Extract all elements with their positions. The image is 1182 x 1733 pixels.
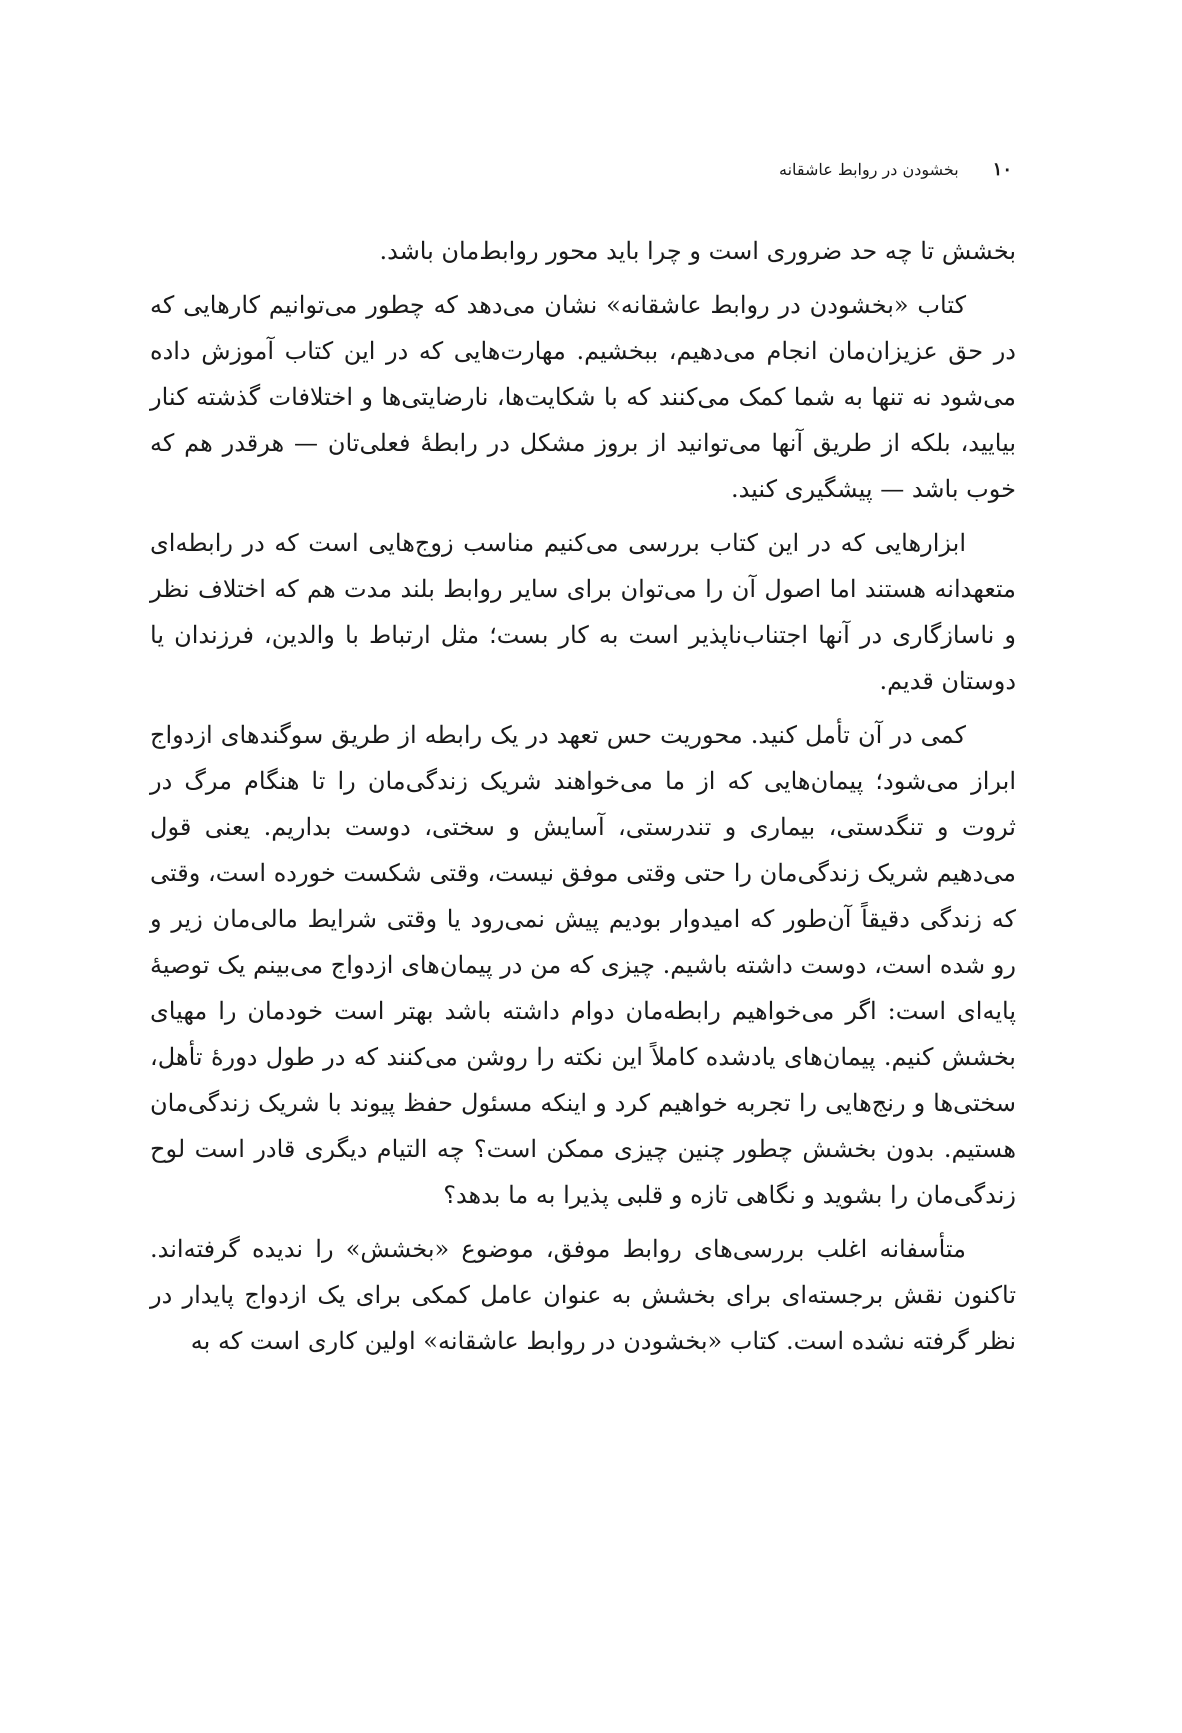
- paragraph: متأسفانه اغلب بررسی‌های روابط موفق، موضوع «بخشش» را ندیده گرفته‌اند. تاکنون نقش برجسته‌ای برای بخشش به عنوان عامل کمکی برای یک ازدواج پایدار در نظر گرفته نشده است. کتاب «بخشودن در روابط عاشقانه» اولین کاری است که به: [150, 1235, 1016, 1355]
- running-head: [150, 158, 1012, 182]
- page-number: ۱۰: [992, 159, 1012, 180]
- paragraph: کمی در آن تأمل کنید. محوریت حس تعهد در یک رابطه از طریق سوگندهای ازدواج ابراز می‌شود؛ پیمان‌هایی که از ما می‌خواهند شریک زندگی‌مان را تا هنگام مرگ در ثروت و تنگدستی، بیماری و تندرستی، آسایش و سختی، دوست بداریم. یعنی قول می‌دهیم شریک زندگی‌مان را حتی وقتی موفق نیست، وقتی شکست خورده است، وقتی که زندگی دقیقاً آن‌طور که امیدوار بودیم پیش نمی‌رود یا وقتی شرایط مالی‌مان زیر و رو شده است، دوست داشته باشیم. چیزی که من در پیمان‌های ازدواج می‌بینم یک توصیهٔ پایه‌ای است: اگر می‌خواهیم رابطه‌مان دوام داشته باشد بهتر است خودمان را مهیای بخشش کنیم. پیمان‌های یادشده کاملاً این نکته را روشن می‌کنند که در طول دورهٔ تأهل، سختی‌ها و رنج‌هایی را تجربه خواهیم کرد و اینکه مسئول حفظ پیوند با شریک زندگی‌مان هستیم. بدون بخشش چطور چنین چیزی ممکن است؟ چه التیام دیگری قادر است لوح زندگی‌مان را بشوید و نگاهی تازه و قلبی پذیرا به ما بدهد؟: [150, 721, 1017, 1209]
- paragraph: ابزارهایی که در این کتاب بررسی می‌کنیم مناسب زوج‌هایی است که در رابطه‌ای متعهدانه هستند اما اصول آن را می‌توان برای سایر روابط بلند مدت هم که اختلاف نظر و ناسازگاری در آنها اجتناب‌ناپذیر است به کار بست؛ مثل ارتباط با والدین، فرزندان یا دوستان قدیم.: [150, 529, 1016, 695]
- paragraph-continuation: بخشش تا چه حد ضروری است و چرا باید محور روابط‌مان باشد.: [379, 237, 1016, 265]
- body-text: [150, 228, 1016, 1364]
- running-title: بخشودن در روابط عاشقانه: [778, 160, 959, 179]
- paragraph: کتاب «بخشودن در روابط عاشقانه» نشان می‌دهد که چطور می‌توانیم کارهایی که در حق عزیزان‌مان انجام می‌دهیم، ببخشیم. مهارت‌هایی که در این کتاب آموزش داده می‌شود نه تنها به شما کمک می‌کنند که با شکایت‌ها، نارضایتی‌ها و اختلافات گذشته کنار بیایید، بلکه از طریق آنها می‌توانید از بروز مشکل در رابطهٔ فعلی‌تان — هرقدر هم که خوب باشد — پیشگیری کنید.: [150, 291, 1016, 503]
